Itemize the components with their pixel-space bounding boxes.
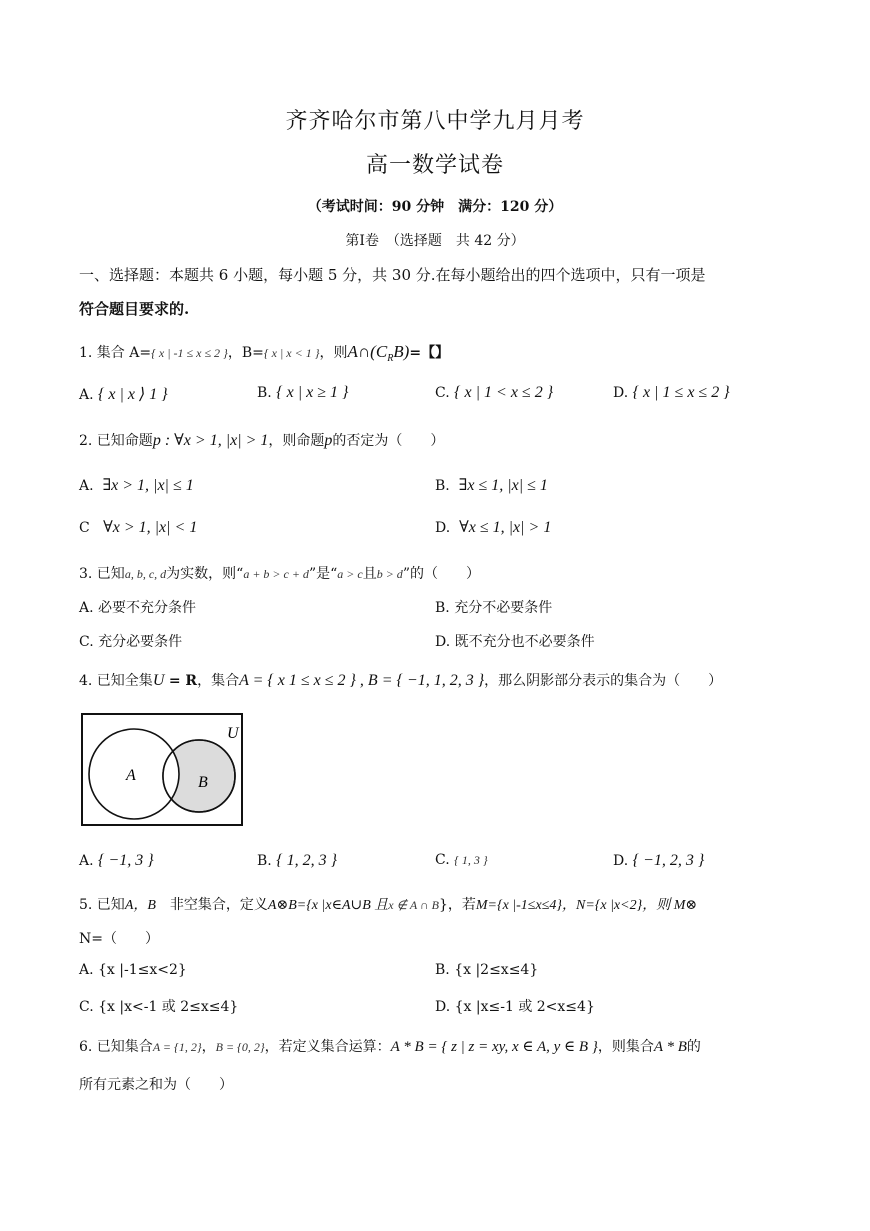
exam-info: （考试时间：90 分钟 满分：120 分） [307,199,563,215]
q3-c: 且 [362,566,377,582]
q1-expr-sub: R [387,352,394,364]
q6-end: ，则集合 [597,1039,654,1055]
q6-op: A * B = { z | z = xy, x ∈ A, y ∈ B } [390,1039,598,1055]
venn-diagram [81,713,243,826]
option-label: B. [257,853,272,869]
option-label: A. [79,387,94,403]
q3-pre: 3. 已知 [79,566,125,582]
q4-end: ，那么阴影部分表示的集合为（ ） [484,673,723,689]
q3-expr3: b > d [376,567,403,581]
option-text: { x | x ≥ 1 } [276,384,349,401]
q4-u: U [152,672,165,689]
option-label: C. [435,852,450,868]
option-label: D. [435,634,451,650]
q1-option-a [79,384,168,404]
question-6-stem-line2: 所有元素之和为（ ） [79,1077,233,1093]
q6-ab: A * B [653,1039,687,1055]
option-label: D. [435,520,451,536]
q3-a: 为实数，则“ [166,566,244,582]
option-text: 充分不必要条件 [454,600,553,616]
question-4-stem [79,670,722,690]
option-label: A. [79,600,94,616]
option-text: {x |2≤x≤4} [454,962,539,978]
q1-pre: 1. 集合 A= [79,345,152,361]
venn-label-a: A [126,767,136,784]
q6-mid: ，若定义集合运算： [264,1039,391,1055]
option-text: { −1, 3 } [98,852,154,869]
q1-set-b: { x | x < 1 } [263,346,320,360]
q5-def2: x ∉ A ∩ B [388,898,439,912]
q2-option-b [435,475,548,495]
q2-option-a [79,475,194,495]
q3-end: ”的（ ） [402,566,480,582]
option-text: { x | 1 < x ≤ 2 } [454,384,554,401]
q2-option-d [435,517,551,537]
q5-option-c [79,996,238,1016]
option-label: C. [435,385,450,401]
option-label: C. [79,634,94,650]
option-text: 既不充分也不必要条件 [454,634,595,650]
q4-eq: = R [168,673,198,689]
option-label: C [79,520,90,536]
q1-option-d [613,384,730,402]
option-text: { x | x ⟩ 1 } [98,386,168,403]
option-label: C. [79,999,94,1015]
q3-vars: a, b, c, d [124,567,167,581]
q3-expr2: a > c [337,567,363,581]
option-label: B. [435,600,450,616]
q6-set-b: B = {0, 2} [215,1040,265,1054]
option-text: { 1, 3 } [454,853,488,867]
option-label: A. [79,962,94,978]
q5-b: }，若 [438,897,476,913]
q1-end: =【】 [409,345,450,361]
q1-option-b [257,384,348,402]
q3-expr1: a + b > c + d [243,567,309,581]
section-instruction-line2: 符合题目要求的. [79,300,190,318]
q4-option-a [79,852,154,870]
section-instruction-line1: 一、选择题：本题共 6 小题，每小题 5 分，共 30 分.在每小题给出的四个选项中，只有一项是 [79,266,706,284]
q1-option-c [435,384,553,402]
option-label: D. [613,853,629,869]
option-label: B. [435,478,450,494]
subject-title: 高一数学试卷 [365,153,504,178]
q4-sets: A = { x 1 ≤ x ≤ 2 } , B = { −1, 1, 2, 3 } [239,672,485,689]
q4-option-b [257,852,337,870]
q3-b: ”是“ [308,566,338,582]
q2-option-c [79,517,197,537]
q5-option-a [79,962,187,978]
question-1-stem [79,342,449,364]
q5-pre: 5. 已知 [79,897,125,913]
option-text: ∃x ≤ 1, |x| ≤ 1 [458,477,548,494]
q6-end2: 的 [686,1039,701,1055]
option-text: 充分必要条件 [98,634,183,650]
question-6-stem-line1 [79,1036,701,1056]
option-label: D. [435,999,451,1015]
option-text: {x |x<-1 或 2≤x≤4} [98,999,239,1015]
q4-option-d [613,852,704,870]
q4-option-c [435,852,488,868]
q5-ab: A，B [124,898,156,913]
q6-pre: 6. 已知集合 [79,1039,153,1055]
q5-option-b [435,962,538,978]
question-5-stem-line1 [79,894,697,914]
q5-a: 非空集合，定义 [155,897,268,913]
q3-option-b [435,597,552,617]
option-text: ∃x > 1, |x| ≤ 1 [102,477,194,494]
option-label: B. [257,385,272,401]
question-5-stem-line2: N=（ ） [79,931,159,947]
q2-math: p : ∀x > 1, |x| > 1 [152,432,269,449]
venn-label-b: B [198,774,208,791]
option-label: D. [613,385,629,401]
part-title: 第Ⅰ卷 （选择题 共 42 分） [345,233,525,249]
option-text: {x |-1≤x<2} [98,962,187,978]
q5-option-d [435,996,595,1016]
q4-pre: 4. 已知全集 [79,673,153,689]
option-label: A. [79,853,94,869]
q2-mid: ，则命题 [268,433,325,449]
venn-label-u: U [227,725,239,742]
option-label: B. [435,962,450,978]
option-text: { 1, 2, 3 } [276,852,337,869]
option-text: 必要不充分条件 [98,600,197,616]
q2-end: 的否定为（ ） [332,433,445,449]
school-title: 齐齐哈尔市第八中学九月月考 [285,109,585,134]
q3-option-a [79,597,196,617]
q1-then: ，则 [319,345,348,361]
question-2-stem [79,430,444,450]
q1-mid: ，B= [227,345,264,361]
q1-expr2: B) [393,342,410,361]
q1-set-a: { x | -1 ≤ x ≤ 2 } [151,346,228,360]
q2-p: p [324,432,333,449]
q6-set-a: A = {1, 2} [152,1040,202,1054]
option-text: {x |x≤-1 或 2<x≤4} [454,999,595,1015]
option-label: A. [79,478,94,494]
option-text: { −1, 2, 3 } [632,852,705,869]
q3-option-d [435,631,595,651]
question-3-stem [79,563,480,583]
q5-mn: M={x |-1≤x≤4}，N={x |x<2}，则 M⊗ [475,898,698,913]
q2-pre: 2. 已知命题 [79,433,153,449]
q6-sep: ， [201,1039,216,1055]
q5-def: A⊗B={x |x∈A∪B 且 [267,898,389,913]
q1-expr: A∩(C [347,342,388,361]
q3-option-c [79,631,182,651]
option-text: ∀x ≤ 1, |x| > 1 [459,519,552,536]
q4-a: ，集合 [197,673,240,689]
option-text: ∀x > 1, |x| < 1 [103,519,198,536]
option-text: { x | 1 ≤ x ≤ 2 } [632,384,730,401]
